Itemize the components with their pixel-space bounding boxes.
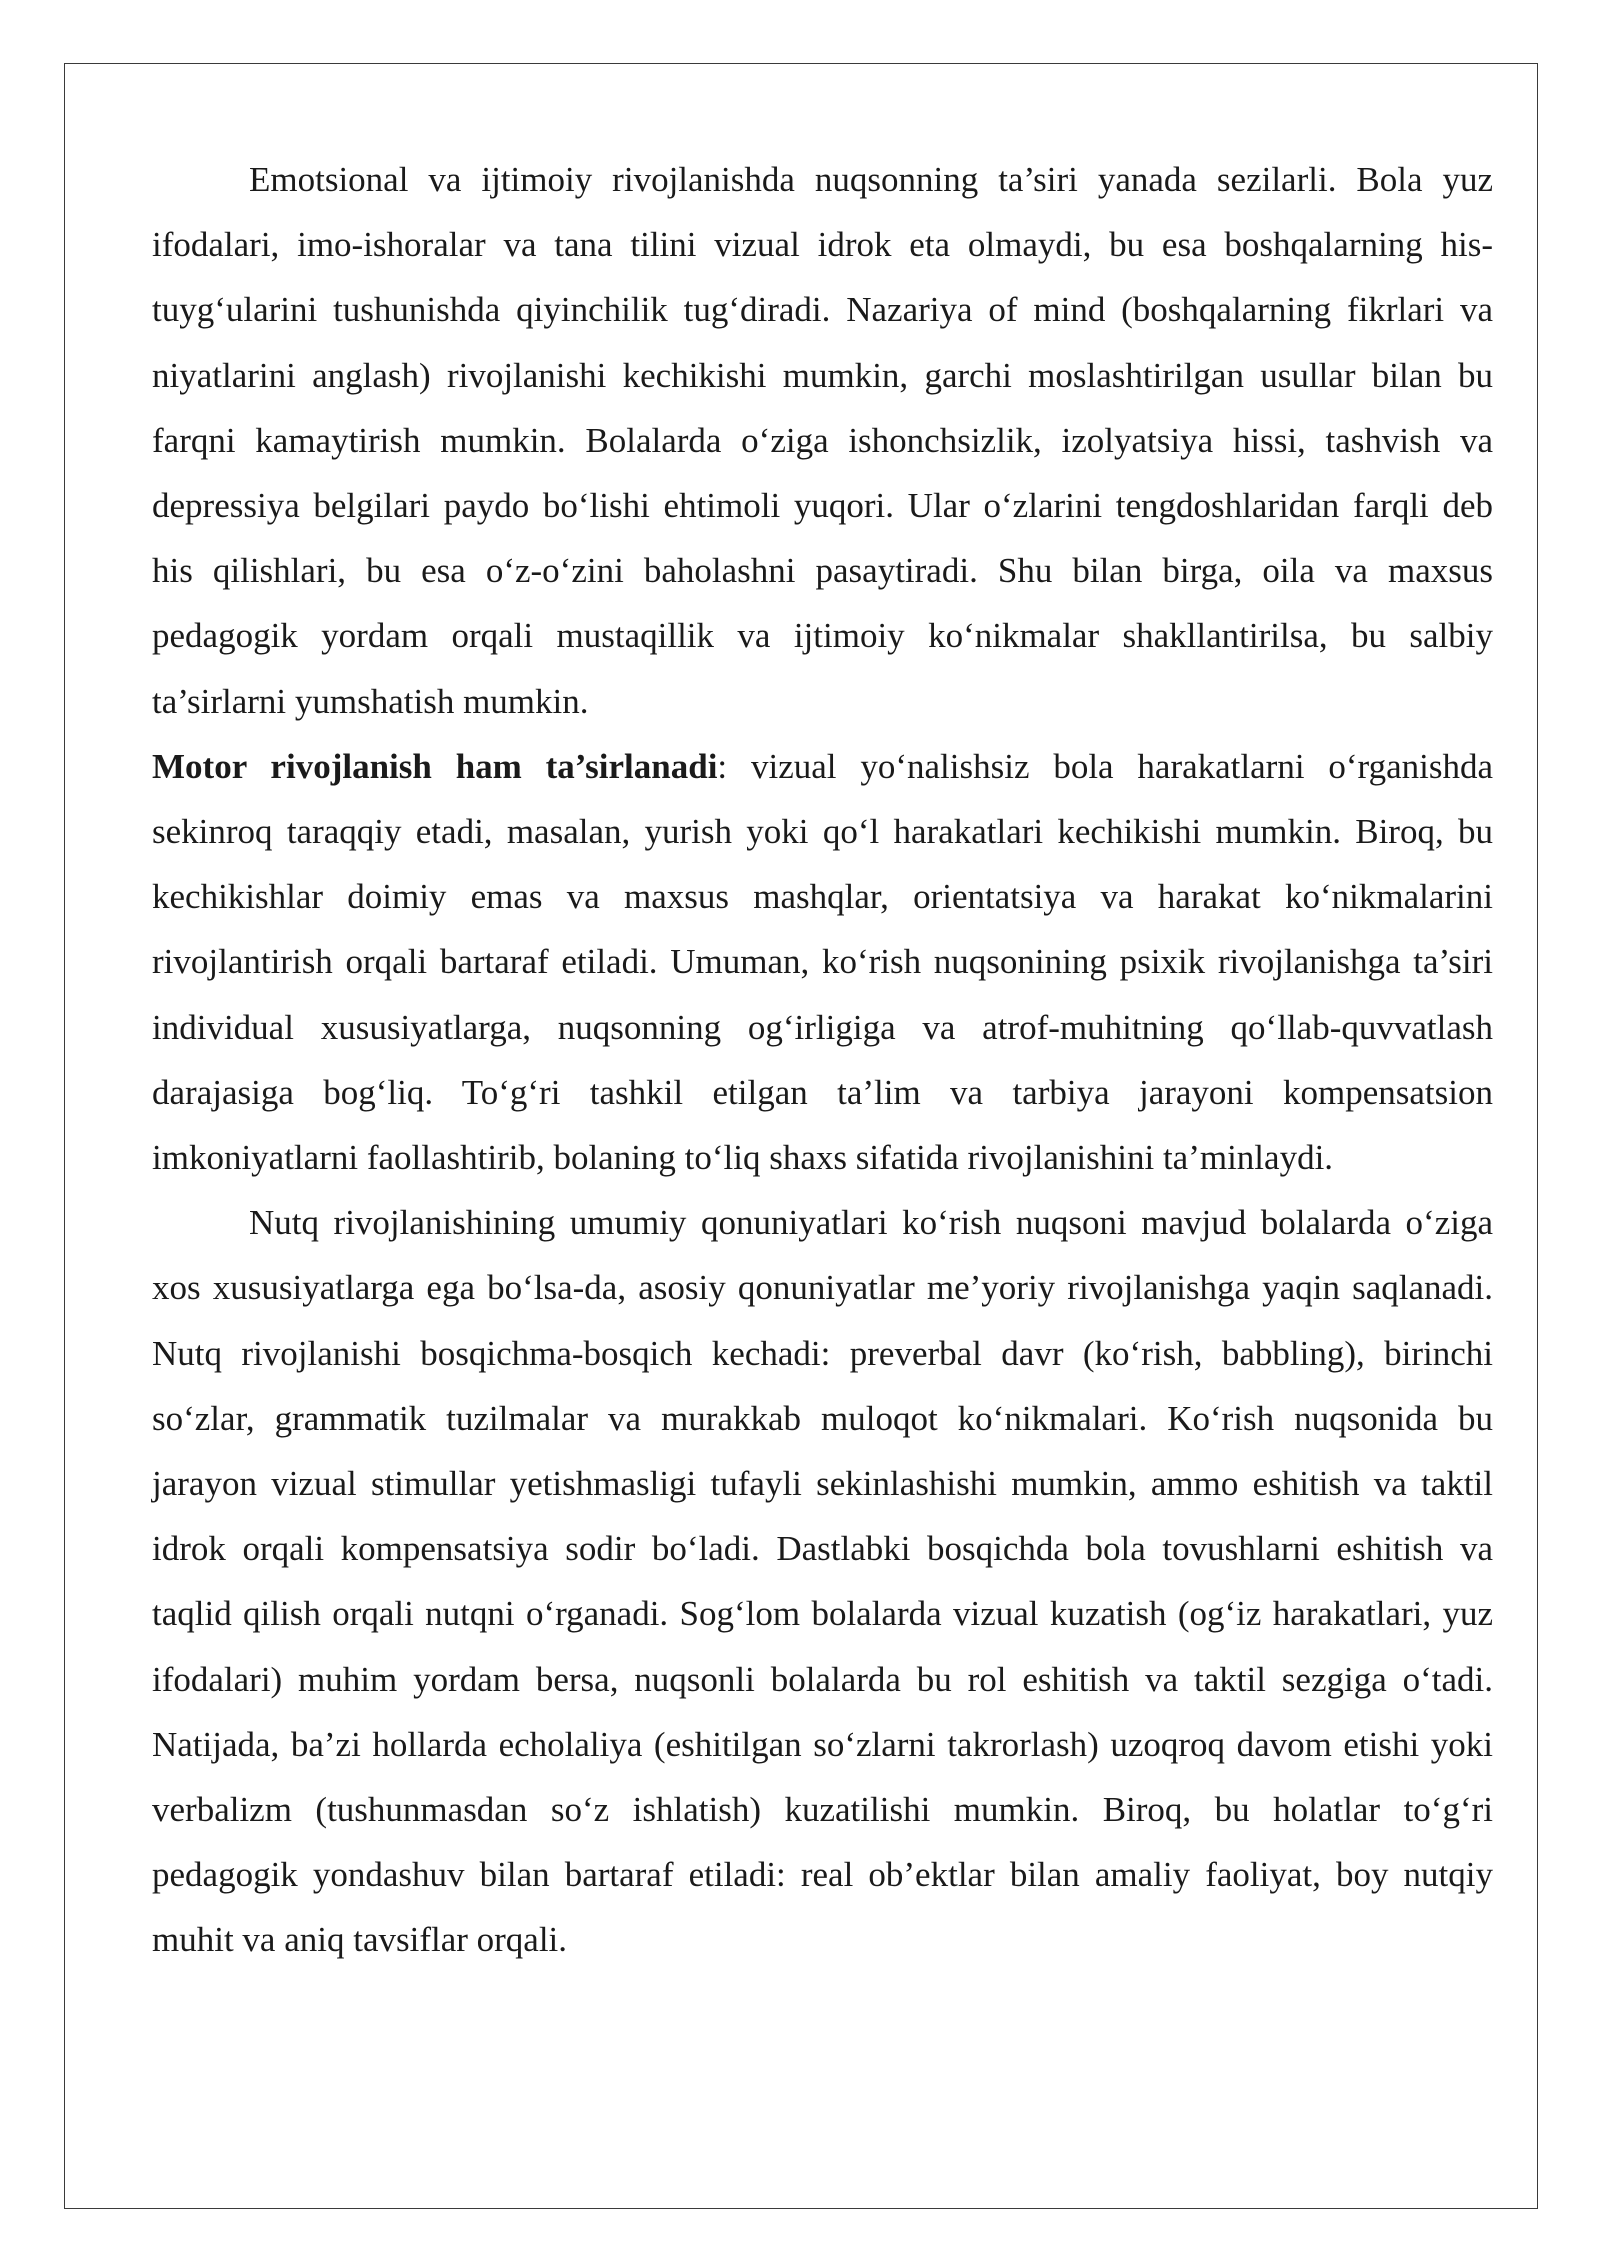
paragraph-motor-text: : vizual yo‘nalishsiz bola harakatlarni o‘rganishda sekinroq taraqqiy etadi, masalan, yurish yoki qo‘l harakatlari kechikishi mumkin. Biroq, bu kechikishlar doimiy emas va maxsus mashqlar, orientatsiya va harakat ko‘nikmalarini rivojlantirish orqali bartaraf etiladi. Umuman, ko‘rish nuqsonining psixik rivojlanishga ta’siri individual xususiyatlarga, nuqsonning og‘irligiga va atrof-muhitning qo‘llab-quvvatlash darajasiga bog‘liq. To‘g‘ri tashkil etilgan ta’lim va tarbiya jarayoni kompensatsion imkoniyatlarni faollashtirib, bolaning to‘liq shaxs sifatida rivojlanishini ta’minlaydi. [152,746,1493,1178]
paragraph-speech-development: Nutq rivojlanishining umumiy qonuniyatlari ko‘rish nuqsoni mavjud bolalarda o‘ziga xos xususiyatlarga ega bo‘lsa-da, asosiy qonuniyatlar me’yoriy rivojlanishga yaqin saqlanadi. Nutq rivojlanishi bosqichma-bosqich kechadi: preverbal davr (ko‘rish, babbling), birinchi so‘zlar, grammatik tuzilmalar va murakkab muloqot ko‘nikmalari. Ko‘rish nuqsonida bu jarayon vizual stimullar yetishmasligi tufayli sekinlashishi mumkin, ammo eshitish va taktil idrok orqali kompensatsiya sodir bo‘ladi. Dastlabki bosqichda bola tovushlarni eshitish va taqlid qilish orqali nutqni o‘rganadi. Sog‘lom bolalarda vizual kuzatish (og‘iz harakatlari, yuz ifodalari) muhim yordam bersa, nuqsonli bolalarda bu rol eshitish va taktil sezgiga o‘tadi. Natijada, ba’zi hollarda echolaliya (eshitilgan so‘zlarni takrorlash) uzoqroq davom etishi yoki verbalizm (tushunmasdan so‘z ishlatish) kuzatilishi mumkin. Biroq, bu holatlar to‘g‘ri pedagogik yondashuv bilan bartaraf etiladi: real ob’ektlar bilan amaliy faoliyat, boy nutqiy muhit va aniq tavsiflar orqali. [152,1203,1493,1960]
paragraph-emotional-development: Emotsional va ijtimoiy rivojlanishda nuqsonning ta’siri yanada sezilarli. Bola yuz ifodalari, imo-ishoralar va tana tilini vizual idrok eta olmaydi, bu esa boshqalarning his-tuyg‘ularini tushunishda qiyinchilik tug‘diradi. Nazariya of mind (boshqalarning fikrlari va niyatlarini anglash) rivojlanishi kechikishi mumkin, garchi moslashtirilgan usullar bilan bu farqni kamaytirish mumkin. Bolalarda o‘ziga ishonchsizlik, izolyatsiya hissi, tashvish va depressiya belgilari paydo bo‘lishi ehtimoli yuqori. Ular o‘zlarini tengdoshlaridan farqli deb his qilishlari, bu esa o‘z-o‘zini baholashni pasaytiradi. Shu bilan birga, oila va maxsus pedagogik yordam orqali mustaqillik va ijtimoiy ko‘nikmalar shakllantirilsa, bu salbiy ta’sirlarni yumshatish mumkin. [152,160,1493,721]
document-body [152,147,1493,1973]
paragraph-motor-development [152,734,1493,1190]
paragraph-bold-lead: Motor rivojlanish ham ta’sirlanadi [152,746,718,786]
